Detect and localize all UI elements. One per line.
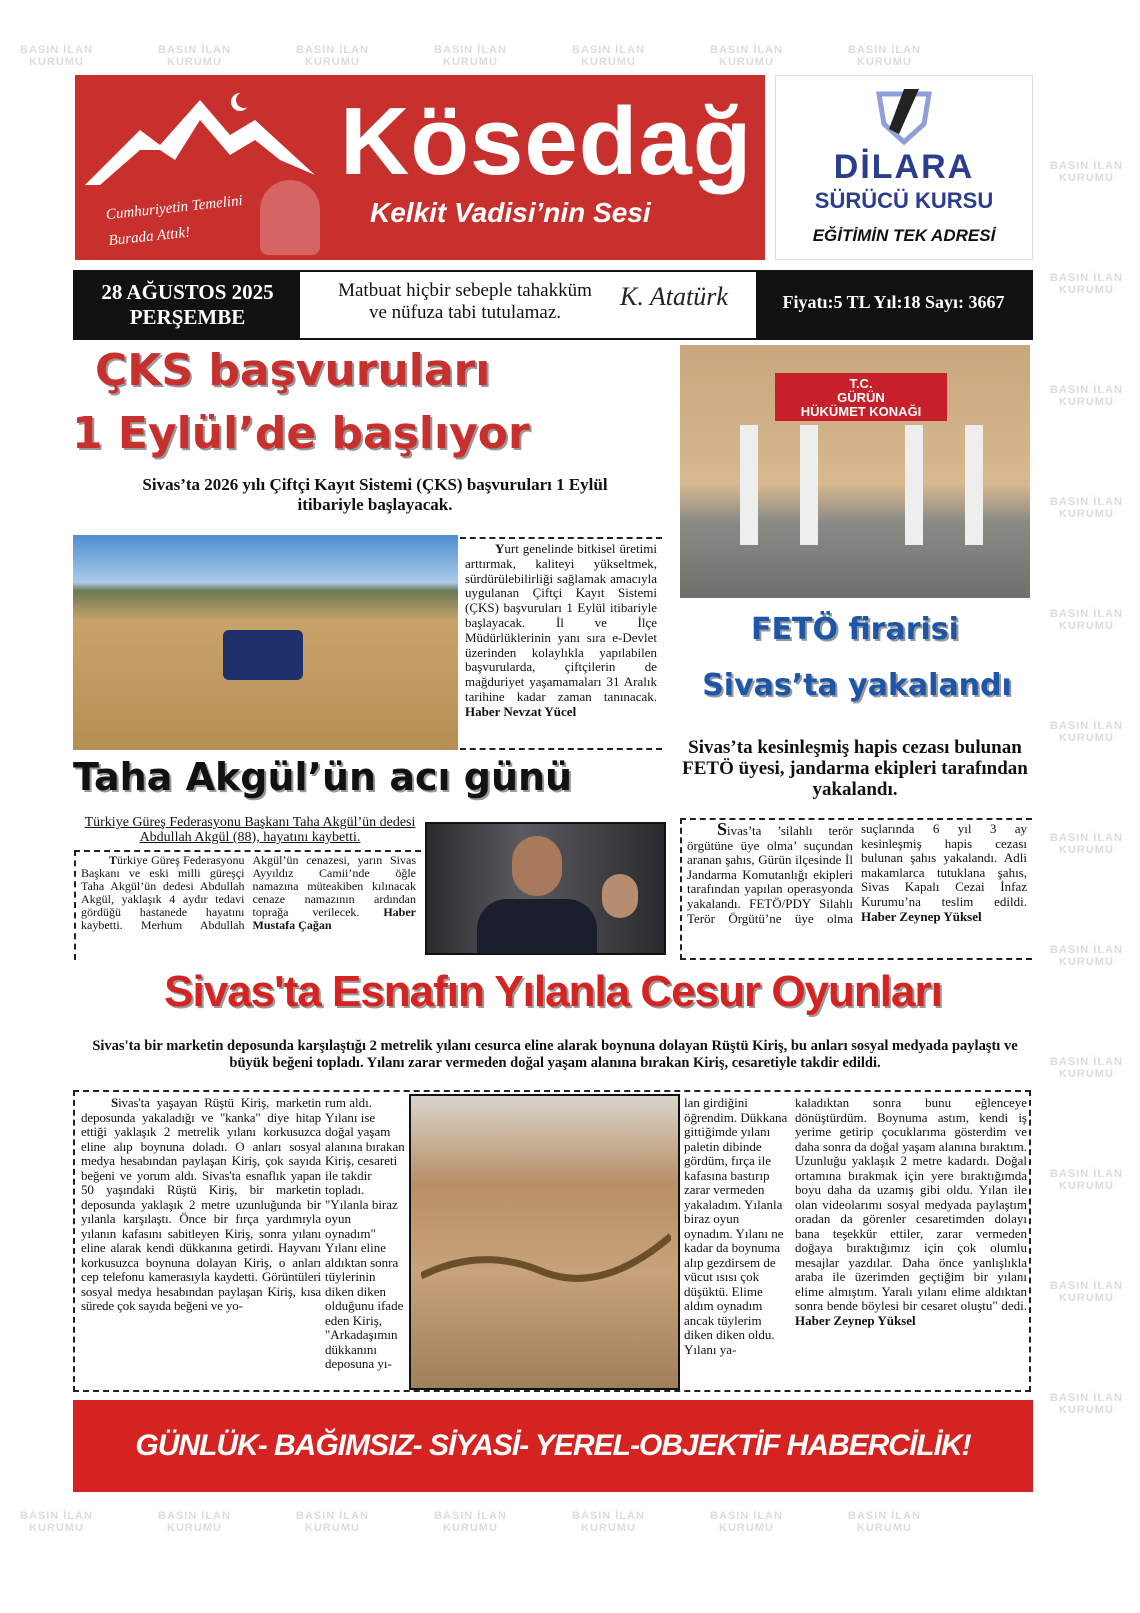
taha-body: ürkiye Güreş Federasyonu Başkanı ve eski milli güreşçi Taha Akgül’ün dedesi Abdullah Akgül, yaklaşık 4 aydır tedavi gördüğü hastanede hayatını kaybetti. Merhum Abdullah Akgül’ün cenazesi, yarın Sivas Ayyıldız Camii’nde öğle namazına müteakiben kılınacak cenaze namazının ardından toprağa verilecek. bbox=[81, 853, 416, 932]
ad-name: DİLARA bbox=[833, 148, 975, 186]
watermark: BASIN İLAN KURUMU bbox=[1050, 1056, 1123, 1080]
taha-subtitle: Türkiye Güreş Federasyonu Başkanı Taha Akgül’ün dedesi Abdullah Akgül (88), hayatını kaybetti. bbox=[84, 815, 416, 845]
snake-col-3: lan girdiğini öğrendim. Dükkana gittiğimde yılanı paletin dibinde gördüm, fırça ile kafasına bastırıp zarar vermeden yakaladım. Yılanla biraz oyun oynadım. Yılanı ne kadar da boynuma alıp gezdirsem de vücut ısısı çok düşüktü. Elime aldım oynadım ancak tüylerim diken diken oldu. Yılanı ya- bbox=[684, 1095, 788, 1357]
watermark: BASIN İLAN KURUMU bbox=[1050, 720, 1123, 744]
drop-cap: S bbox=[717, 819, 728, 839]
drop-cap: T bbox=[109, 853, 118, 867]
watermark: BASIN İLAN KURUMU bbox=[848, 44, 921, 68]
cks-headline-1: ÇKS başvuruları bbox=[95, 345, 491, 396]
masthead bbox=[75, 75, 765, 260]
cks-body: urt genelinde bitkisel üretimi arttırmak, kaliteyi yükseltmek, sürdürülebilirliği sağlamak amacıyla uygulanan Çiftçi Kayıt Sistemi (ÇKS) başvuruları 1 Eylül itibariyle başlayacak. İl ve İlçe Müdürlüklerinin yanı sıra e-Devlet üzerinden kolaylıkla yapılabilen başvurularda, çiftçilerin de mağduriyet yaşamamaları 31 Aralık tarihine kadar zaman tanınacak. bbox=[465, 541, 657, 704]
watermark: BASIN İLAN KURUMU bbox=[1050, 1280, 1123, 1304]
feto-headline-1: FETÖ firarisi bbox=[751, 612, 959, 647]
watermark: BASIN İLAN KURUMU bbox=[20, 44, 93, 68]
watermark: BASIN İLAN KURUMU bbox=[1050, 160, 1123, 184]
snake-headline: Sivas'ta Esnafın Yılanla Cesur Oyunları bbox=[164, 967, 942, 1016]
snake-photo bbox=[409, 1094, 680, 1390]
taha-article bbox=[74, 850, 421, 960]
watermark: BASIN İLAN KURUMU bbox=[1050, 944, 1123, 968]
building-sign bbox=[775, 373, 947, 421]
watermark: BASIN İLAN KURUMU bbox=[710, 1510, 783, 1534]
ataturk-quote bbox=[315, 280, 615, 324]
newspaper-title: Kösedağ bbox=[340, 88, 753, 195]
byline: Haber Zeynep Yüksel bbox=[795, 1312, 916, 1328]
watermark: BASIN İLAN KURUMU bbox=[848, 1510, 921, 1534]
issue-date bbox=[75, 272, 300, 338]
feto-subtitle: Sivas’ta kesinleşmiş hapis cezası bulunan FETÖ üyesi, jandarma ekipleri tarafından yakalandı. bbox=[682, 737, 1028, 800]
taha-headline: Taha Akgül’ün acı günü bbox=[73, 755, 573, 799]
ad-tagline: EĞİTİMİN TEK ADRESİ bbox=[812, 226, 996, 245]
ataturk-portrait bbox=[260, 180, 320, 255]
slogan-banner: GÜNLÜK- BAĞIMSIZ- SİYASİ- YEREL-OBJEKTİF HABERCİLİK! bbox=[73, 1400, 1033, 1492]
motto-line: Cumhuriyetin Temelini bbox=[105, 192, 244, 224]
byline: Haber Zeynep Yüksel bbox=[861, 908, 982, 924]
sign-line: T.C. bbox=[849, 376, 873, 391]
watermark: BASIN İLAN KURUMU bbox=[158, 1510, 231, 1534]
cks-subtitle: Sivas’ta 2026 yılı Çiftçi Kayıt Sistemi (ÇKS) başvuruları 1 Eylül itibariyle başlayacak. bbox=[142, 475, 608, 514]
watermark: BASIN İLAN KURUMU bbox=[296, 1510, 369, 1534]
taha-akgul-photo bbox=[425, 822, 666, 955]
watermark: BASIN İLAN KURUMU bbox=[434, 1510, 507, 1534]
snake-body-4: kaladıktan sonra bunu eğlenceye dönüştürdüm. Boynuma astım, kendi iş yerime getirip çocuklarıma gösterdim ve daha sonra da doğal yaşam alanına bıraktım. Uzunluğu yaklaşık 2 metre kadardı. Doğal ortamına bırakmak için yere bıraktığımda boyu daha da uzamış gibi oldu. Yılan ile olan videolarımı sosyal medyada paylaştım oradan da görenler cesaretimden dolayı bana teşekkür ettiler, zarar vermeden doğaya bıraktığımız için çok olumlu mesajlar yazdılar. Daha önce yanlışlıkla araba ile üzerimden geçtiğim bir yılanı elime almıştım. Yaralı yılanı elime aldıktan sonra bende böylesi bir cesaret oluştu" dedi. bbox=[795, 1095, 1027, 1313]
motto-line: Burada Attık! bbox=[107, 224, 191, 250]
drop-cap: Y bbox=[495, 541, 505, 556]
driving-school-ad bbox=[775, 75, 1033, 260]
price-issue: Fiyatı:5 TL Yıl:18 Sayı: 3667 bbox=[756, 272, 1031, 338]
feto-article bbox=[680, 818, 1032, 960]
snake-col-4 bbox=[795, 1096, 1027, 1328]
watermark: BASIN İLAN KURUMU bbox=[1050, 608, 1123, 632]
shield-road-icon bbox=[874, 84, 936, 146]
government-building-photo bbox=[680, 345, 1030, 598]
snake-body-1: ivas'ta yaşayan Rüştü Kiriş, marketin deposunda yakaladığı ve "kanka" diye hitap ettiği yaklaşık 2 metrelik yılanı korkusuzca eline alıp boynuna doladı. O anları sosyal medya hesabından paylaşan Kiriş, çok sayıda beğeni ve yorum aldı. Sivas'ta esnaflık yapan 50 yaşındaki Rüştü Kiriş, bir marketin deposunda yaklaşık 2 metre uzunluğunda bir yılanla karşılaştı. Önce bir fırça yardımıyla yılanın kafasını sabitleyen Kiriş, sonra yılanı eline alarak kendi dükkanına getirdi. Hayvanı korkusuzca boynuna dolayan Kiriş, o anları cep telefonu kamerasıyla kaydetti. Görüntüleri sosyal medya hesabından paylaşan Kiriş, kısa sürede çok sayıda beğeni ve yo- bbox=[81, 1095, 321, 1313]
watermark: BASIN İLAN KURUMU bbox=[296, 44, 369, 68]
snake-col-1 bbox=[81, 1096, 321, 1314]
watermark: BASIN İLAN KURUMU bbox=[434, 44, 507, 68]
cks-article bbox=[460, 537, 662, 750]
watermark: BASIN İLAN KURUMU bbox=[1050, 1168, 1123, 1192]
watermark: BASIN İLAN KURUMU bbox=[20, 1510, 93, 1534]
sign-line: GÜRÜN bbox=[837, 390, 885, 405]
snake bbox=[421, 1216, 671, 1296]
watermark: BASIN İLAN KURUMU bbox=[572, 1510, 645, 1534]
quote-line: ve nüfuza tabi tutulamaz. bbox=[368, 302, 562, 323]
watermark: BASIN İLAN KURUMU bbox=[1050, 496, 1123, 520]
info-bar bbox=[73, 270, 1033, 340]
drop-cap: S bbox=[111, 1095, 119, 1110]
snake-subtitle: Sivas'ta bir marketin deposunda karşılaştığı 2 metrelik yılanı cesurca eline alarak boynuna dolayan Rüştü Kiriş, bu anları sosyal medyada paylaştı ve büyük beğeni topladı. Yılanı zarar vermeden doğal yaşam alanına bırakan Kiriş, cesaretiyle takdir edildi. bbox=[92, 1038, 1018, 1071]
watermark: BASIN İLAN KURUMU bbox=[572, 44, 645, 68]
byline: Haber Mustafa Çağan bbox=[252, 905, 416, 932]
cks-headline-2: 1 Eylül’de başlıyor bbox=[72, 408, 530, 459]
tractor-photo bbox=[73, 535, 458, 750]
quote-line: Matbuat hiçbir sebeple tahakküm bbox=[338, 280, 592, 301]
ataturk-signature: K. Atatürk bbox=[620, 282, 728, 311]
byline: Haber Nevzat Yücel bbox=[465, 703, 577, 719]
weekday: PERŞEMBE bbox=[129, 305, 246, 329]
tractor bbox=[223, 630, 303, 680]
sign-line: HÜKÜMET KONAĞI bbox=[800, 404, 922, 419]
watermark: BASIN İLAN KURUMU bbox=[158, 44, 231, 68]
feto-body: ivas’ta ’silahlı terör örgütüne üye olma’ suçundan aranan şahıs, Gürün ilçesinde İl Jandarma Komutanlığı ekipleri tarafından yapılan operasyonda yakalandı. FETÖ/PDY Silahlı Terör Örgütü’ne üye olma suçlarında 6 yıl 3 ay kesinleşmiş hapis cezası bulunan şahıs yakalandı. Adli makamlarca tutuklana şahıs, Sivas Kapalı Cezai İnfaz Kurumu’na teslim edildi. bbox=[687, 821, 1027, 926]
watermark: BASIN İLAN KURUMU bbox=[1050, 832, 1123, 856]
snake-article bbox=[73, 1090, 1031, 1392]
newspaper-slogan: Kelkit Vadisi’nin Sesi bbox=[370, 197, 651, 228]
watermark: BASIN İLAN KURUMU bbox=[1050, 1392, 1123, 1416]
feto-headline-2: Sivas’ta yakalandı bbox=[702, 668, 1012, 703]
snake-col-2: rum aldı. Yılanı ise doğal yaşam alanına bırakan Kiriş, cesareti ile takdir topladı. "Yılanla biraz oyun oynadım" Yılanı eline aldıktan sonra tüylerinin diken diken olduğunu ifade eden Kiriş, "Arkadaşımın dükkanını deposuna yı- bbox=[325, 1095, 405, 1371]
ad-subname: SÜRÜCÜ KURSU bbox=[814, 188, 994, 213]
date: 28 AĞUSTOS 2025 bbox=[101, 280, 274, 304]
watermark: BASIN İLAN KURUMU bbox=[710, 44, 783, 68]
watermark: BASIN İLAN KURUMU bbox=[1050, 384, 1123, 408]
watermark: BASIN İLAN KURUMU bbox=[1050, 272, 1123, 296]
